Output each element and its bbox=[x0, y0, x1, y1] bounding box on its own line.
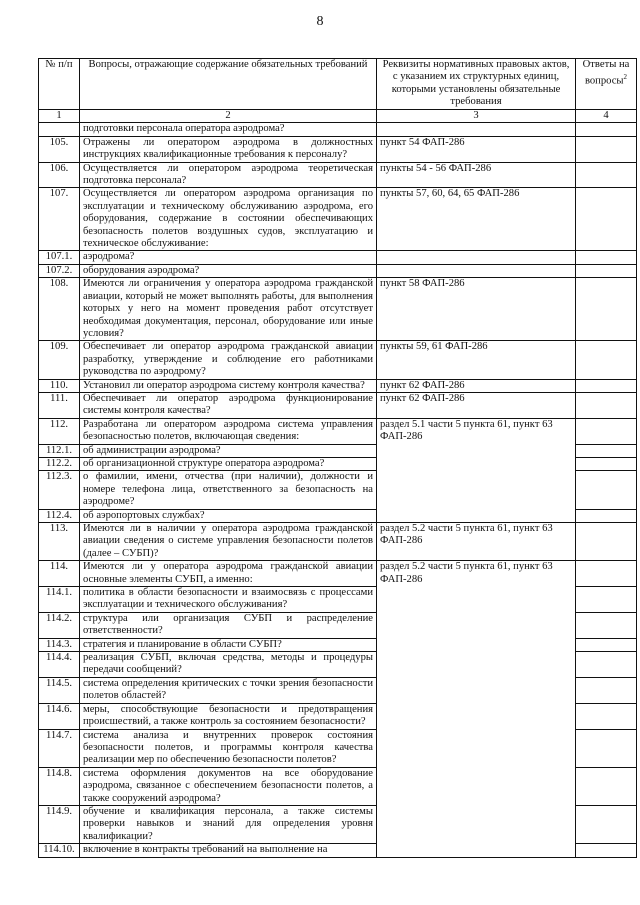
header-number: № п/п bbox=[39, 59, 80, 110]
row-number: 105. bbox=[39, 136, 80, 162]
row-question: структура или организация СУБП и распределение ответственности? bbox=[80, 612, 377, 638]
row-number: 111. bbox=[39, 392, 80, 418]
table-row bbox=[39, 379, 637, 392]
row-reference: пункты 57, 60, 64, 65 ФАП-286 bbox=[377, 188, 576, 251]
row-number: 114.8. bbox=[39, 767, 80, 805]
column-number: 4 bbox=[576, 110, 637, 123]
row-number: 107.2. bbox=[39, 264, 80, 277]
row-question: Установил ли оператор аэродрома систему контроля качества? bbox=[80, 379, 377, 392]
row-question: подготовки персонала оператора аэродрома? bbox=[80, 123, 377, 136]
row-number: 108. bbox=[39, 278, 80, 341]
row-reference: пункты 59, 61 ФАП-286 bbox=[377, 341, 576, 379]
row-question: оборудования аэродрома? bbox=[80, 264, 377, 277]
row-number: 109. bbox=[39, 341, 80, 379]
table-row bbox=[39, 136, 637, 162]
row-number: 112.3. bbox=[39, 471, 80, 509]
row-number: 112.2. bbox=[39, 457, 80, 470]
row-reference: пункты 54 - 56 ФАП-286 bbox=[377, 162, 576, 188]
column-number: 3 bbox=[377, 110, 576, 123]
row-answer[interactable] bbox=[576, 677, 637, 703]
row-reference bbox=[377, 264, 576, 277]
row-number: 114.4. bbox=[39, 652, 80, 678]
row-number: 107.1. bbox=[39, 251, 80, 264]
column-number-row bbox=[39, 110, 637, 123]
column-number: 2 bbox=[80, 110, 377, 123]
row-answer[interactable] bbox=[576, 379, 637, 392]
row-question: Осуществляется ли оператором аэродрома организация по эксплуатации и техническому обслуживанию аэродрома, его оборудования, содержание в состоянии обеспечивающих безопасность полетов воздушных судов, эксплуатацию и техническое обслуживание: bbox=[80, 188, 377, 251]
row-question: включение в контракты требований на выполнение на bbox=[80, 844, 377, 857]
row-number: 107. bbox=[39, 188, 80, 251]
row-question: Имеются ли в наличии у оператора аэродрома гражданской авиации сведения о системе управления безопасности полетов (далее – СУБП)? bbox=[80, 523, 377, 561]
row-reference bbox=[377, 251, 576, 264]
row-answer[interactable] bbox=[576, 509, 637, 522]
row-answer[interactable] bbox=[576, 278, 637, 341]
row-answer[interactable] bbox=[576, 418, 637, 444]
row-number: 114.2. bbox=[39, 612, 80, 638]
header-questions: Вопросы, отражающие содержание обязательных требований bbox=[80, 59, 377, 110]
row-question: Осуществляется ли оператором аэродрома теоретическая подготовка персонала? bbox=[80, 162, 377, 188]
row-number: 114.9. bbox=[39, 805, 80, 843]
row-answer[interactable] bbox=[576, 805, 637, 843]
table-row bbox=[39, 162, 637, 188]
row-number: 114.10. bbox=[39, 844, 80, 857]
column-number: 1 bbox=[39, 110, 80, 123]
row-answer[interactable] bbox=[576, 341, 637, 379]
row-number: 113. bbox=[39, 523, 80, 561]
table-row bbox=[39, 123, 637, 136]
table-row bbox=[39, 188, 637, 251]
header-row bbox=[39, 59, 637, 110]
row-number: 106. bbox=[39, 162, 80, 188]
row-answer[interactable] bbox=[576, 729, 637, 767]
row-reference: пункт 62 ФАП-286 bbox=[377, 392, 576, 418]
row-number: 114. bbox=[39, 561, 80, 587]
row-question: об администрации аэродрома? bbox=[80, 444, 377, 457]
row-answer[interactable] bbox=[576, 136, 637, 162]
row-answer[interactable] bbox=[576, 844, 637, 857]
header-references: Реквизиты нормативных правовых актов, с указанием их структурных единиц, которыми установлены обязательные требования bbox=[377, 59, 576, 110]
row-answer[interactable] bbox=[576, 523, 637, 561]
row-number: 110. bbox=[39, 379, 80, 392]
row-question: Обеспечивает ли оператор аэродрома функционирование системы контроля качества? bbox=[80, 392, 377, 418]
table-row bbox=[39, 418, 637, 444]
row-question: система анализа и внутренних проверок состояния безопасности полетов, и программы контроля качества реализации мер по обеспечению безопасности полетов? bbox=[80, 729, 377, 767]
row-number: 112.4. bbox=[39, 509, 80, 522]
row-answer[interactable] bbox=[576, 264, 637, 277]
row-answer[interactable] bbox=[576, 471, 637, 509]
row-number: 112. bbox=[39, 418, 80, 444]
table-row bbox=[39, 278, 637, 341]
row-answer[interactable] bbox=[576, 587, 637, 613]
row-question: система оформления документов на все оборудование аэродрома, связанное с обеспечением безопасности полетов, а также сооружений аэродрома? bbox=[80, 767, 377, 805]
row-reference: пункт 54 ФАП-286 bbox=[377, 136, 576, 162]
table-row bbox=[39, 392, 637, 418]
row-number: 114.5. bbox=[39, 677, 80, 703]
page-number: 8 bbox=[316, 14, 324, 29]
row-number: 114.3. bbox=[39, 638, 80, 651]
row-answer[interactable] bbox=[576, 392, 637, 418]
row-number bbox=[39, 123, 80, 136]
table-row bbox=[39, 251, 637, 264]
row-answer[interactable] bbox=[576, 444, 637, 457]
row-question: меры, способствующие безопасности и предотвращения происшествий, а также контроль за состоянием безопасности? bbox=[80, 703, 377, 729]
row-answer[interactable] bbox=[576, 767, 637, 805]
row-question: реализация СУБП, включая средства, методы и процедуры передачи сообщений? bbox=[80, 652, 377, 678]
row-question: стратегия и планирование в области СУБП? bbox=[80, 638, 377, 651]
row-number: 114.1. bbox=[39, 587, 80, 613]
row-reference: раздел 5.2 части 5 пункта 61, пункт 63 ФАП-286 bbox=[377, 523, 576, 561]
row-question: об организационной структуре оператора аэродрома? bbox=[80, 457, 377, 470]
row-answer[interactable] bbox=[576, 162, 637, 188]
requirements-table bbox=[38, 58, 637, 858]
row-question: Обеспечивает ли оператор аэродрома гражданской авиации разработку, утверждение и соблюдение его работниками руководства по аэродрому? bbox=[80, 341, 377, 379]
row-reference bbox=[377, 123, 576, 136]
row-question: Отражены ли оператором аэродрома в должностных инструкциях квалификационные требования к персоналу? bbox=[80, 136, 377, 162]
row-question: система определения критических с точки зрения безопасности полетов областей? bbox=[80, 677, 377, 703]
row-answer[interactable] bbox=[576, 123, 637, 136]
row-question: обучение и квалификация персонала, а также системы проверки навыков и знаний для определения уровня квалификации? bbox=[80, 805, 377, 843]
row-reference: раздел 5.1 части 5 пункта 61, пункт 63 ФАП-286 bbox=[377, 418, 576, 522]
row-answer[interactable] bbox=[576, 638, 637, 651]
row-question: Имеются ли ограничения у оператора аэродрома гражданской авиации, который не может выполнять работы, для выполнения которых у него на момент проведения работ отсутствует необходимая документация, персонал, оборудование или иные условия? bbox=[80, 278, 377, 341]
row-question: Разработана ли оператором аэродрома система управления безопасностью полетов, включающая сведения: bbox=[80, 418, 377, 444]
row-question: о фамилии, имени, отчества (при наличии), должности и номере телефона лица, ответственного за безопасность на аэродроме? bbox=[80, 471, 377, 509]
header-answers bbox=[576, 59, 637, 110]
row-number: 114.7. bbox=[39, 729, 80, 767]
row-reference: пункт 58 ФАП-286 bbox=[377, 278, 576, 341]
header-answers-label: Ответы на вопросы bbox=[582, 59, 630, 87]
row-number: 114.6. bbox=[39, 703, 80, 729]
row-answer[interactable] bbox=[576, 703, 637, 729]
header-answers-footnote: 2 bbox=[623, 73, 628, 82]
row-question: Имеются ли у оператора аэродрома гражданской авиации основные элементы СУБП, а именно: bbox=[80, 561, 377, 587]
row-question: аэродрома? bbox=[80, 251, 377, 264]
table-row bbox=[39, 561, 637, 587]
table-row bbox=[39, 264, 637, 277]
row-question: политика в области безопасности и взаимосвязь с процессами эксплуатации и технического обслуживания? bbox=[80, 587, 377, 613]
row-answer[interactable] bbox=[576, 561, 637, 587]
table-row bbox=[39, 341, 637, 379]
row-answer[interactable] bbox=[576, 188, 637, 251]
row-reference: пункт 62 ФАП-286 bbox=[377, 379, 576, 392]
row-answer[interactable] bbox=[576, 612, 637, 638]
row-reference: раздел 5.2 части 5 пункта 61, пункт 63 ФАП-286 bbox=[377, 561, 576, 857]
table-row bbox=[39, 523, 637, 561]
row-number: 112.1. bbox=[39, 444, 80, 457]
row-question: об аэропортовых службах? bbox=[80, 509, 377, 522]
row-answer[interactable] bbox=[576, 457, 637, 470]
row-answer[interactable] bbox=[576, 652, 637, 678]
row-answer[interactable] bbox=[576, 251, 637, 264]
